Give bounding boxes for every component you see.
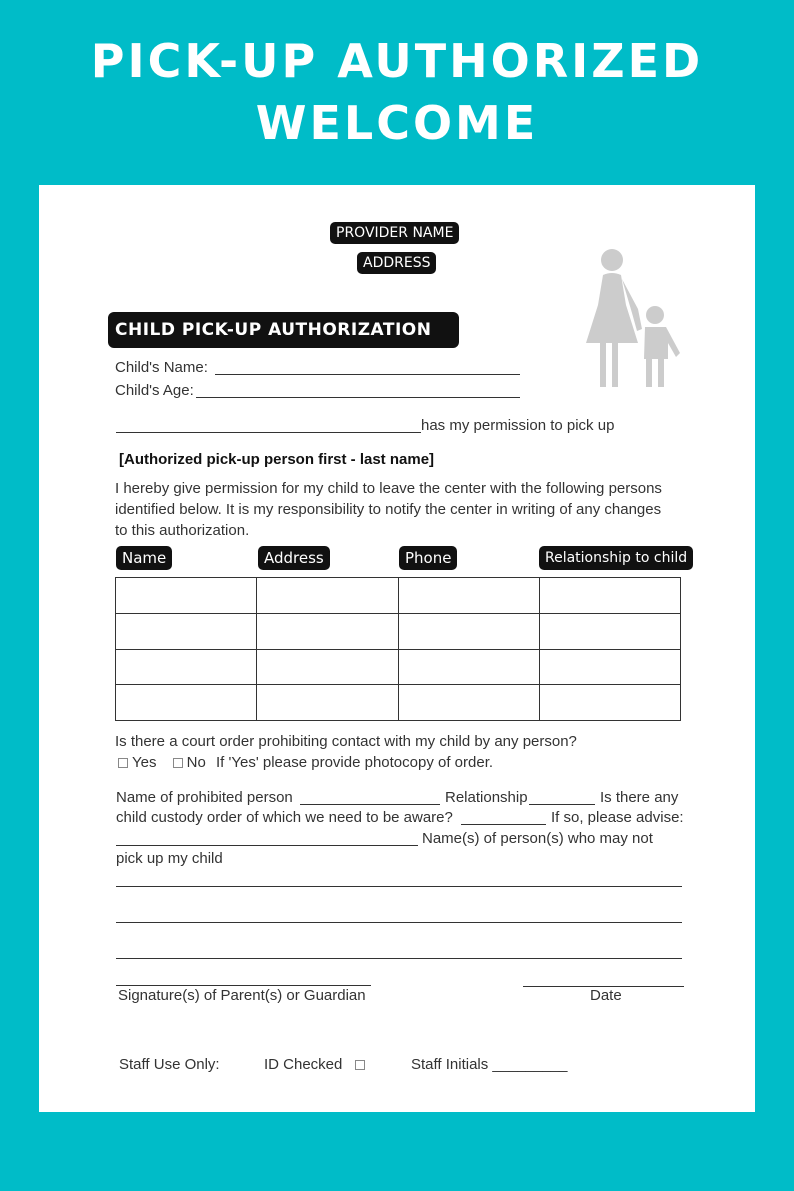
- parent-child-icon: [582, 247, 684, 391]
- court-order-options: [118, 754, 493, 771]
- child-age-field[interactable]: [196, 397, 520, 398]
- table-cell[interactable]: [398, 578, 539, 614]
- table-cell[interactable]: [398, 649, 539, 685]
- names-line-2[interactable]: [116, 922, 682, 923]
- staff-initials-field[interactable]: Staff Initials _________: [411, 1056, 568, 1073]
- address-badge: ADDRESS: [357, 252, 436, 274]
- authorized-person-label: [Authorized pick-up person first - last name]: [119, 451, 435, 468]
- pick-up-my-child-label: pick up my child: [116, 850, 223, 867]
- permission-paragraph-line1: I hereby give permission for my child to leave the center with the following persons: [115, 480, 662, 497]
- table-cell[interactable]: [257, 685, 398, 721]
- no-label: No: [186, 754, 206, 771]
- advise-field[interactable]: [116, 845, 418, 846]
- banner-title-line1: PICK-UP AUTHORIZED: [90, 34, 704, 88]
- parent-signature-field[interactable]: [116, 985, 371, 986]
- authorized-person-field[interactable]: [116, 432, 421, 433]
- column-header-relationship: Relationship to child: [539, 546, 693, 570]
- form-sheet: [39, 185, 755, 1112]
- table-cell[interactable]: [539, 685, 680, 721]
- table-cell[interactable]: [116, 685, 257, 721]
- table-cell[interactable]: [539, 649, 680, 685]
- table-cell[interactable]: [116, 578, 257, 614]
- may-not-pick-up-label: Name(s) of person(s) who may not: [422, 830, 653, 847]
- child-name-field[interactable]: [215, 374, 520, 375]
- no-checkbox[interactable]: [173, 758, 183, 768]
- relationship-label: Relationship: [445, 789, 528, 806]
- names-line-3[interactable]: [116, 958, 682, 959]
- table-cell[interactable]: [539, 578, 680, 614]
- advise-label: If so, please advise:: [551, 809, 684, 826]
- banner: [0, 30, 794, 154]
- authorized-persons-table: [115, 577, 681, 721]
- table-cell[interactable]: [257, 649, 398, 685]
- provider-name-badge: PROVIDER NAME: [330, 222, 459, 244]
- table-cell[interactable]: [257, 578, 398, 614]
- table-cell[interactable]: [398, 685, 539, 721]
- column-header-address: Address: [258, 546, 330, 570]
- id-checked-checkbox[interactable]: [355, 1060, 365, 1070]
- date-label: Date: [590, 987, 622, 1004]
- permission-text: has my permission to pick up: [421, 417, 615, 434]
- yes-checkbox[interactable]: [118, 758, 128, 768]
- table-row: [116, 578, 681, 614]
- staff-use-only-label: Staff Use Only:: [119, 1056, 220, 1073]
- table-cell[interactable]: [398, 613, 539, 649]
- prohibited-person-field[interactable]: [300, 804, 440, 805]
- court-order-question: Is there a court order prohibiting contact with my child by any person?: [115, 733, 577, 750]
- column-header-phone: Phone: [399, 546, 457, 570]
- id-checked: [264, 1056, 369, 1073]
- custody-answer-field[interactable]: [461, 824, 546, 825]
- table-cell[interactable]: [257, 613, 398, 649]
- court-order-note: If 'Yes' please provide photocopy of order.: [216, 754, 494, 771]
- table-row: [116, 613, 681, 649]
- table-row: [116, 649, 681, 685]
- id-checked-label: ID Checked: [264, 1056, 343, 1073]
- permission-paragraph-line3: to this authorization.: [115, 522, 250, 539]
- table-row: [116, 685, 681, 721]
- names-line-1[interactable]: [116, 886, 682, 887]
- child-name-label: Child's Name:: [115, 359, 208, 376]
- form-title: CHILD PICK-UP AUTHORIZATION: [108, 312, 459, 348]
- yes-label: Yes: [132, 754, 157, 771]
- table-cell[interactable]: [116, 613, 257, 649]
- parent-signature-label: Signature(s) of Parent(s) or Guardian: [118, 987, 366, 1004]
- child-age-label: Child's Age:: [115, 382, 194, 399]
- table-cell[interactable]: [116, 649, 257, 685]
- custody-question-start: Is there any: [600, 789, 679, 806]
- custody-question: child custody order of which we need to be aware?: [116, 809, 453, 826]
- column-header-name: Name: [116, 546, 172, 570]
- permission-paragraph-line2: identified below. It is my responsibility to notify the center in writing of any changes: [115, 501, 662, 518]
- prohibited-person-label: Name of prohibited person: [116, 789, 293, 806]
- banner-title-line2: WELCOME: [255, 96, 539, 150]
- table-cell[interactable]: [539, 613, 680, 649]
- relationship-field[interactable]: [529, 804, 595, 805]
